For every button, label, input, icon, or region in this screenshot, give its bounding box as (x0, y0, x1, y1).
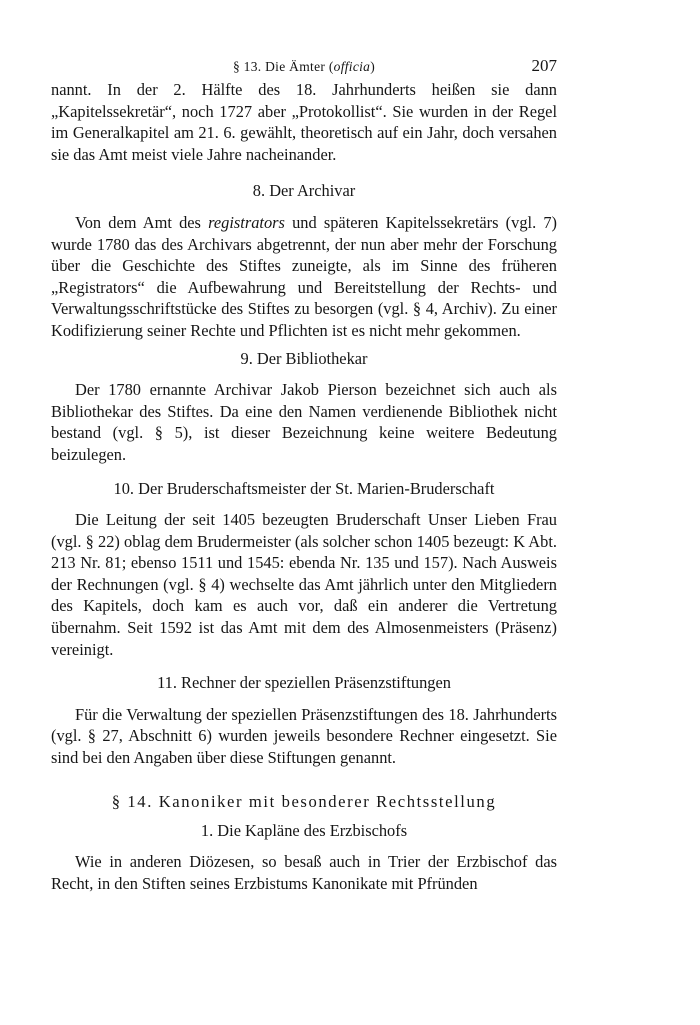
chapter-14-subheading: 1. Die Kapläne des Erzbischofs (200, 820, 408, 840)
section-10-heading: 10. Der Bruderschaftsmeister der St. Marien-Bruderschaft (113, 478, 495, 498)
section-8-paragraph: Von dem Amt des registrators und späteren Kapitelssekretärs (vgl. 7) wurde 1780 das des Archivars abgetrennt, der nun aber mehr der Forschung über die Geschichte des Stiftes zuneigte, als im Sinne des früheren „Registrators“ die Aufbewahrung und Bereitstellung der Rechts- und Verwaltungsschriftstücke des Stiftes zu besorgen (vgl. § 4, Archiv). Zu einer Kodifizierung seiner Rechte und Pflichten ist es nicht mehr gekommen. (51, 212, 557, 340)
intro-paragraph: nannt. In der 2. Hälfte des 18. Jahrhunderts heißen sie dann „Kapitelssekretär“, noch 1727 aber „Protokollist“. Sie wurden in der Regel im Generalkapitel am 21. 6. gewählt, theoretisch auf ein Jahr, doch versahen sie das Amt meist viele Jahre nacheinander. (51, 80, 557, 164)
section-11-heading: 11. Rechner der speziellen Präsenzstiftungen (157, 673, 451, 693)
page-number: 207 (531, 56, 557, 75)
chapter-14-heading: § 14. Kanoniker mit besonderer Rechtsstellung (111, 791, 497, 811)
book-page (51, 55, 557, 894)
section-9-paragraph: Der 1780 ernannte Archivar Jakob Pierson bezeichnet sich auch als Bibliothekar des Stiftes. Da eine den Namen verdienende Bibliothek nicht bestand (vgl. § 5), ist dieser Bezeichnung keine weitere Bedeutung beizulegen. (51, 380, 557, 464)
running-header (51, 55, 557, 79)
running-title: § 13. Die Ämter (officia) (232, 59, 376, 74)
section-10-paragraph: Die Leitung der seit 1405 bezeugten Bruderschaft Unser Lieben Frau (vgl. § 22) oblag dem Brudermeister (als solcher schon 1405 bezeugt: K Abt. 213 Nr. 81; ebenso 1511 und 1545: ebenda Nr. 135 und 157). Nach Ausweis der Rechnungen (vgl. § 4) wechselte das Amt jährlich unter den Mitgliedern des Kapitels, doch kam es auch vor, daß ein anderer die Vertretung übernahm. Seit 1592 ist das Amt mit dem des Almosenmeisters (Präsenz) vereinigt. (51, 510, 557, 659)
chapter-14-paragraph: Wie in anderen Diözesen, so besaß auch in Trier der Erzbischof das Recht, in den Stiften seines Erzbistums Kanonikate mit Pfründen (51, 852, 557, 893)
section-11-paragraph: Für die Verwaltung der speziellen Präsenzstiftungen des 18. Jahrhunderts (vgl. § 27, Abschnitt 6) wurden jeweils besondere Rechner eingesetzt. Sie sind bei den Angaben über diese Stiftungen genannt. (51, 704, 557, 768)
section-9-heading: 9. Der Bibliothekar (240, 348, 368, 368)
section-8-heading: 8. Der Archivar (252, 181, 356, 201)
